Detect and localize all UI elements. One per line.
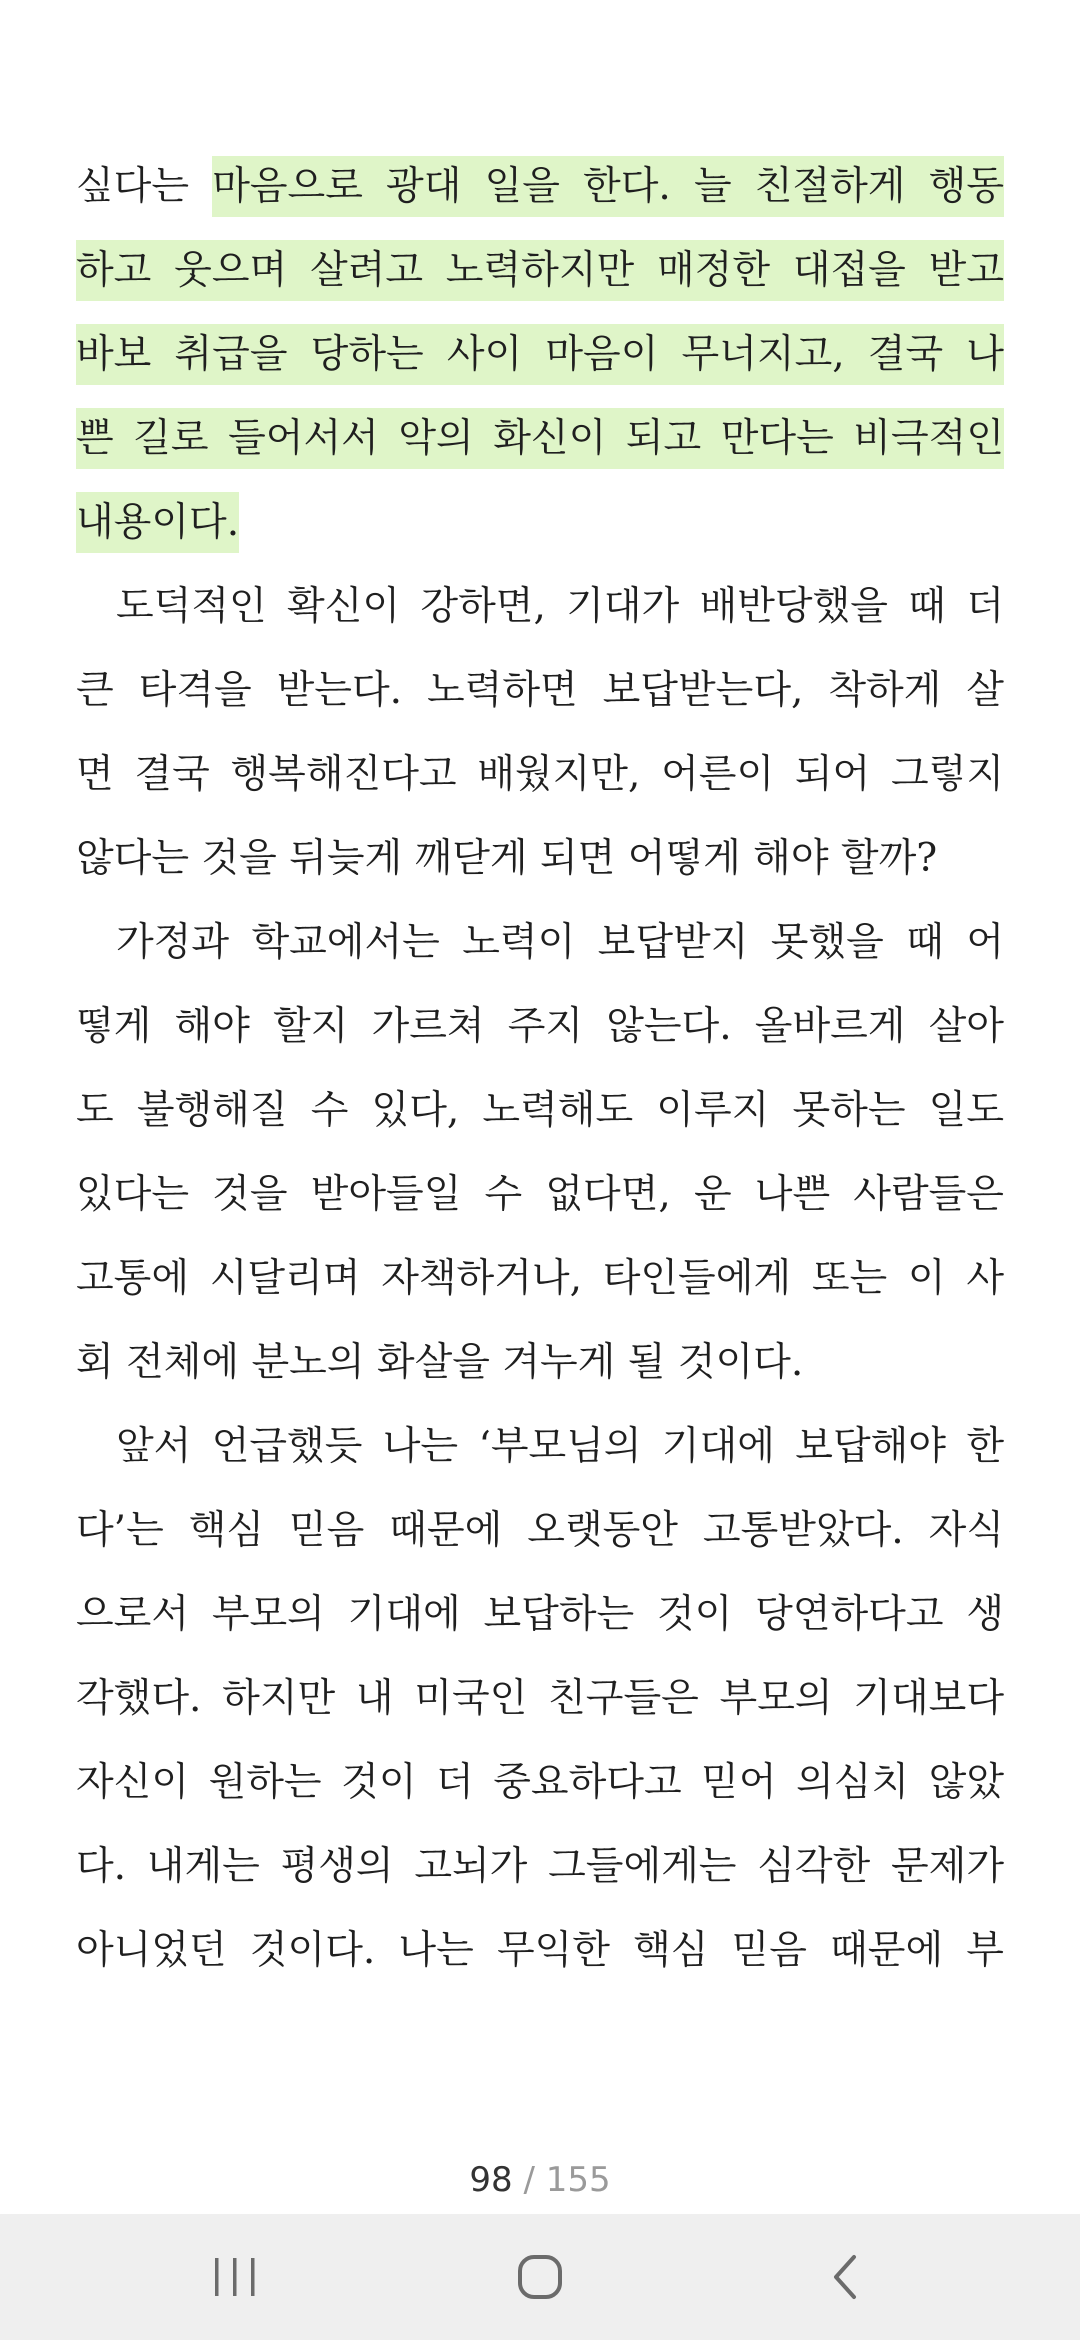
text-line — [76, 397, 1004, 481]
home-button[interactable] — [440, 2214, 640, 2340]
text-line: 앞서 언급했듯 나는 ‘부모님의 기대에 보답해야 한 — [116, 1424, 1004, 1469]
text-line: 큰 타격을 받는다. 노력하면 보답받는다, 착하게 살 — [76, 668, 1004, 713]
text-line: 각했다. 하지만 내 미국인 친구들은 부모의 기대보다 — [76, 1676, 1004, 1721]
system-navigation-bar — [0, 2214, 1080, 2340]
text-line — [76, 313, 1004, 397]
text-line: 으로서 부모의 기대에 보답하는 것이 당연하다고 생 — [76, 1592, 1004, 1637]
text-line: 고통에 시달리며 자책하거나, 타인들에게 또는 이 사 — [76, 1256, 1004, 1301]
current-page: 98 — [469, 2160, 513, 2200]
text-line: 다. 내게는 평생의 고뇌가 그들에게는 심각한 문제가 — [76, 1844, 1004, 1889]
text-line: 회 전체에 분노의 화살을 겨누게 될 것이다. — [76, 1340, 804, 1385]
highlighted-text[interactable]: 바보 취급을 당하는 사이 마음이 무너지고, 결국 나 — [76, 324, 1004, 385]
text-line — [76, 229, 1004, 313]
text-line: 않다는 것을 뒤늦게 깨닫게 되면 어떻게 해야 할까? — [76, 836, 938, 881]
text-line: 아니었던 것이다. 나는 무익한 핵심 믿음 때문에 부 — [76, 1928, 1004, 1973]
highlighted-text[interactable]: 하고 웃으며 살려고 노력하지만 매정한 대접을 받고 — [76, 240, 1004, 301]
recent-apps-icon — [212, 2255, 258, 2299]
back-icon — [828, 2253, 862, 2301]
text-line: 면 결국 행복해진다고 배웠지만, 어른이 되어 그렇지 — [76, 752, 1004, 797]
text-line: 떻게 해야 할지 가르쳐 주지 않는다. 올바르게 살아 — [76, 1004, 1004, 1049]
text-line: 있다는 것을 받아들일 수 없다면, 운 나쁜 사람들은 — [76, 1172, 1004, 1217]
page-indicator[interactable] — [0, 2160, 1080, 2200]
text-line: 싶다는 마음으로 광대 일을 한다. 늘 친절하게 행동 — [76, 145, 1004, 229]
home-icon — [516, 2253, 564, 2301]
text-line: 자신이 원하는 것이 더 중요하다고 믿어 의심치 않았 — [76, 1760, 1004, 1805]
text-line: 도덕적인 확신이 강하면, 기대가 배반당했을 때 더 — [116, 584, 1004, 629]
text-line — [76, 481, 1004, 565]
highlighted-text[interactable]: 마음으로 광대 일을 한다. 늘 친절하게 행동 — [212, 156, 1004, 217]
highlighted-text[interactable]: 내용이다. — [76, 492, 239, 553]
total-pages: 155 — [545, 2160, 611, 2200]
page-separator: / — [523, 2160, 535, 2200]
page-text[interactable] — [76, 145, 1004, 1993]
text-line: 가정과 학교에서는 노력이 보답받지 못했을 때 어 — [116, 920, 1004, 965]
text-line: 도 불행해질 수 있다, 노력해도 이루지 못하는 일도 — [76, 1088, 1004, 1133]
highlighted-text[interactable]: 쁜 길로 들어서서 악의 화신이 되고 만다는 비극적인 — [76, 408, 1004, 469]
text-line: 다’는 핵심 믿음 때문에 오랫동안 고통받았다. 자식 — [76, 1508, 1004, 1553]
back-button[interactable] — [745, 2214, 945, 2340]
recent-apps-button[interactable] — [135, 2214, 335, 2340]
